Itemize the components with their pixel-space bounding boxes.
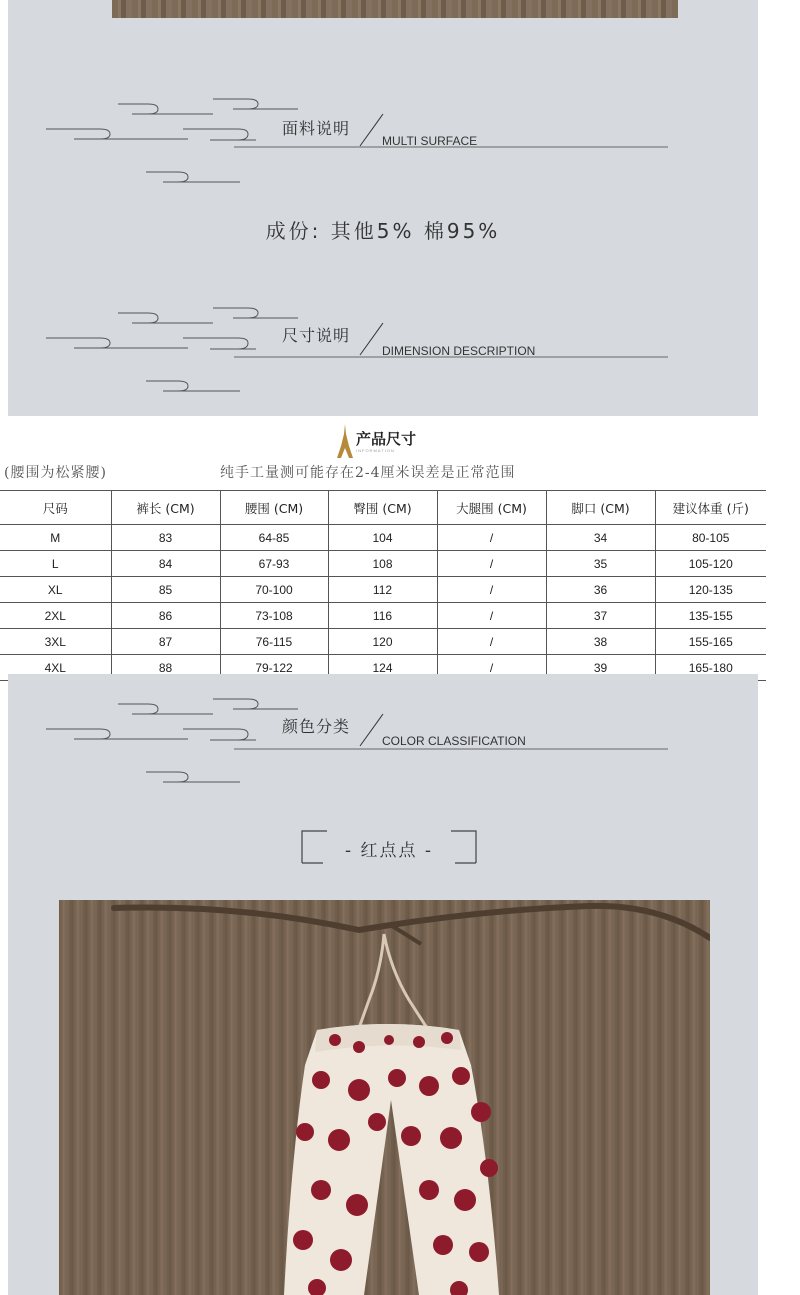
dimension-section-subtitle: DIMENSION DESCRIPTION <box>382 344 536 358</box>
table-cell: 83 <box>111 525 220 551</box>
table-row <box>0 525 766 551</box>
waist-note: (腰围为松紧腰) <box>4 465 107 481</box>
product-photo-top-strip <box>112 0 678 18</box>
bottom-panel <box>8 674 758 1295</box>
size-table-title: 产品尺寸 <box>356 430 417 448</box>
color-variant-name: - 红点点 - <box>344 841 434 861</box>
table-cell: / <box>437 577 546 603</box>
table-cell: 120 <box>328 629 437 655</box>
color-variant-label <box>301 830 477 864</box>
table-header-cell: 脚口 (CM) <box>546 491 655 525</box>
table-header-cell: 大腿围 (CM) <box>437 491 546 525</box>
table-cell: 36 <box>546 577 655 603</box>
table-cell: XL <box>0 577 111 603</box>
table-cell: 84 <box>111 551 220 577</box>
table-header-cell: 尺码 <box>0 491 111 525</box>
fabric-section-subtitle: MULTI SURFACE <box>382 134 478 148</box>
size-table <box>0 490 766 681</box>
table-cell: 88 <box>111 655 220 681</box>
color-section-subtitle: COLOR CLASSIFICATION <box>382 734 526 748</box>
table-cell: 165-180 <box>655 655 766 681</box>
table-cell: / <box>437 629 546 655</box>
table-cell: / <box>437 603 546 629</box>
color-section-header <box>8 692 758 792</box>
table-row <box>0 603 766 629</box>
product-photo-image <box>59 900 710 1295</box>
table-cell: 155-165 <box>655 629 766 655</box>
table-cell: 76-115 <box>220 629 328 655</box>
table-row <box>0 551 766 577</box>
table-cell: 104 <box>328 525 437 551</box>
product-photo <box>59 900 710 1295</box>
size-table-title-sub: INFORMATION <box>356 448 395 453</box>
table-cell: M <box>0 525 111 551</box>
table-cell: 120-135 <box>655 577 766 603</box>
table-cell: 39 <box>546 655 655 681</box>
color-section-title: 颜色分类 <box>282 717 351 736</box>
table-header-cell: 腰围 (CM) <box>220 491 328 525</box>
table-cell: 105-120 <box>655 551 766 577</box>
table-cell: 64-85 <box>220 525 328 551</box>
fabric-section-header <box>8 92 758 192</box>
table-header-cell: 裤长 (CM) <box>111 491 220 525</box>
fabric-composition: 成份: 其他5% 棉95% <box>265 219 501 243</box>
table-cell: 70-100 <box>220 577 328 603</box>
table-row <box>0 629 766 655</box>
table-row <box>0 577 766 603</box>
table-cell: 3XL <box>0 629 111 655</box>
table-cell: 80-105 <box>655 525 766 551</box>
table-cell: 135-155 <box>655 603 766 629</box>
table-cell: 112 <box>328 577 437 603</box>
table-cell: 124 <box>328 655 437 681</box>
dimension-section-title: 尺寸说明 <box>282 326 351 345</box>
table-header-row <box>0 491 766 525</box>
table-cell: 85 <box>111 577 220 603</box>
table-cell: 35 <box>546 551 655 577</box>
dimension-section-header <box>8 301 758 401</box>
table-cell: 73-108 <box>220 603 328 629</box>
table-cell: / <box>437 525 546 551</box>
table-header-cell: 建议体重 (斤) <box>655 491 766 525</box>
table-cell: 86 <box>111 603 220 629</box>
table-cell: / <box>437 551 546 577</box>
top-panel <box>8 0 758 416</box>
tower-icon <box>336 424 354 458</box>
table-header-cell: 臀围 (CM) <box>328 491 437 525</box>
table-cell: 67-93 <box>220 551 328 577</box>
table-cell: L <box>0 551 111 577</box>
table-cell: / <box>437 655 546 681</box>
table-cell: 2XL <box>0 603 111 629</box>
measurement-note: 纯手工量测可能存在2-4厘米误差是正常范围 <box>220 465 516 481</box>
table-cell: 37 <box>546 603 655 629</box>
size-table-area <box>0 416 766 674</box>
fabric-section-title: 面料说明 <box>282 119 351 138</box>
table-cell: 108 <box>328 551 437 577</box>
table-cell: 116 <box>328 603 437 629</box>
table-cell: 79-122 <box>220 655 328 681</box>
table-cell: 4XL <box>0 655 111 681</box>
table-cell: 87 <box>111 629 220 655</box>
table-cell: 38 <box>546 629 655 655</box>
table-cell: 34 <box>546 525 655 551</box>
